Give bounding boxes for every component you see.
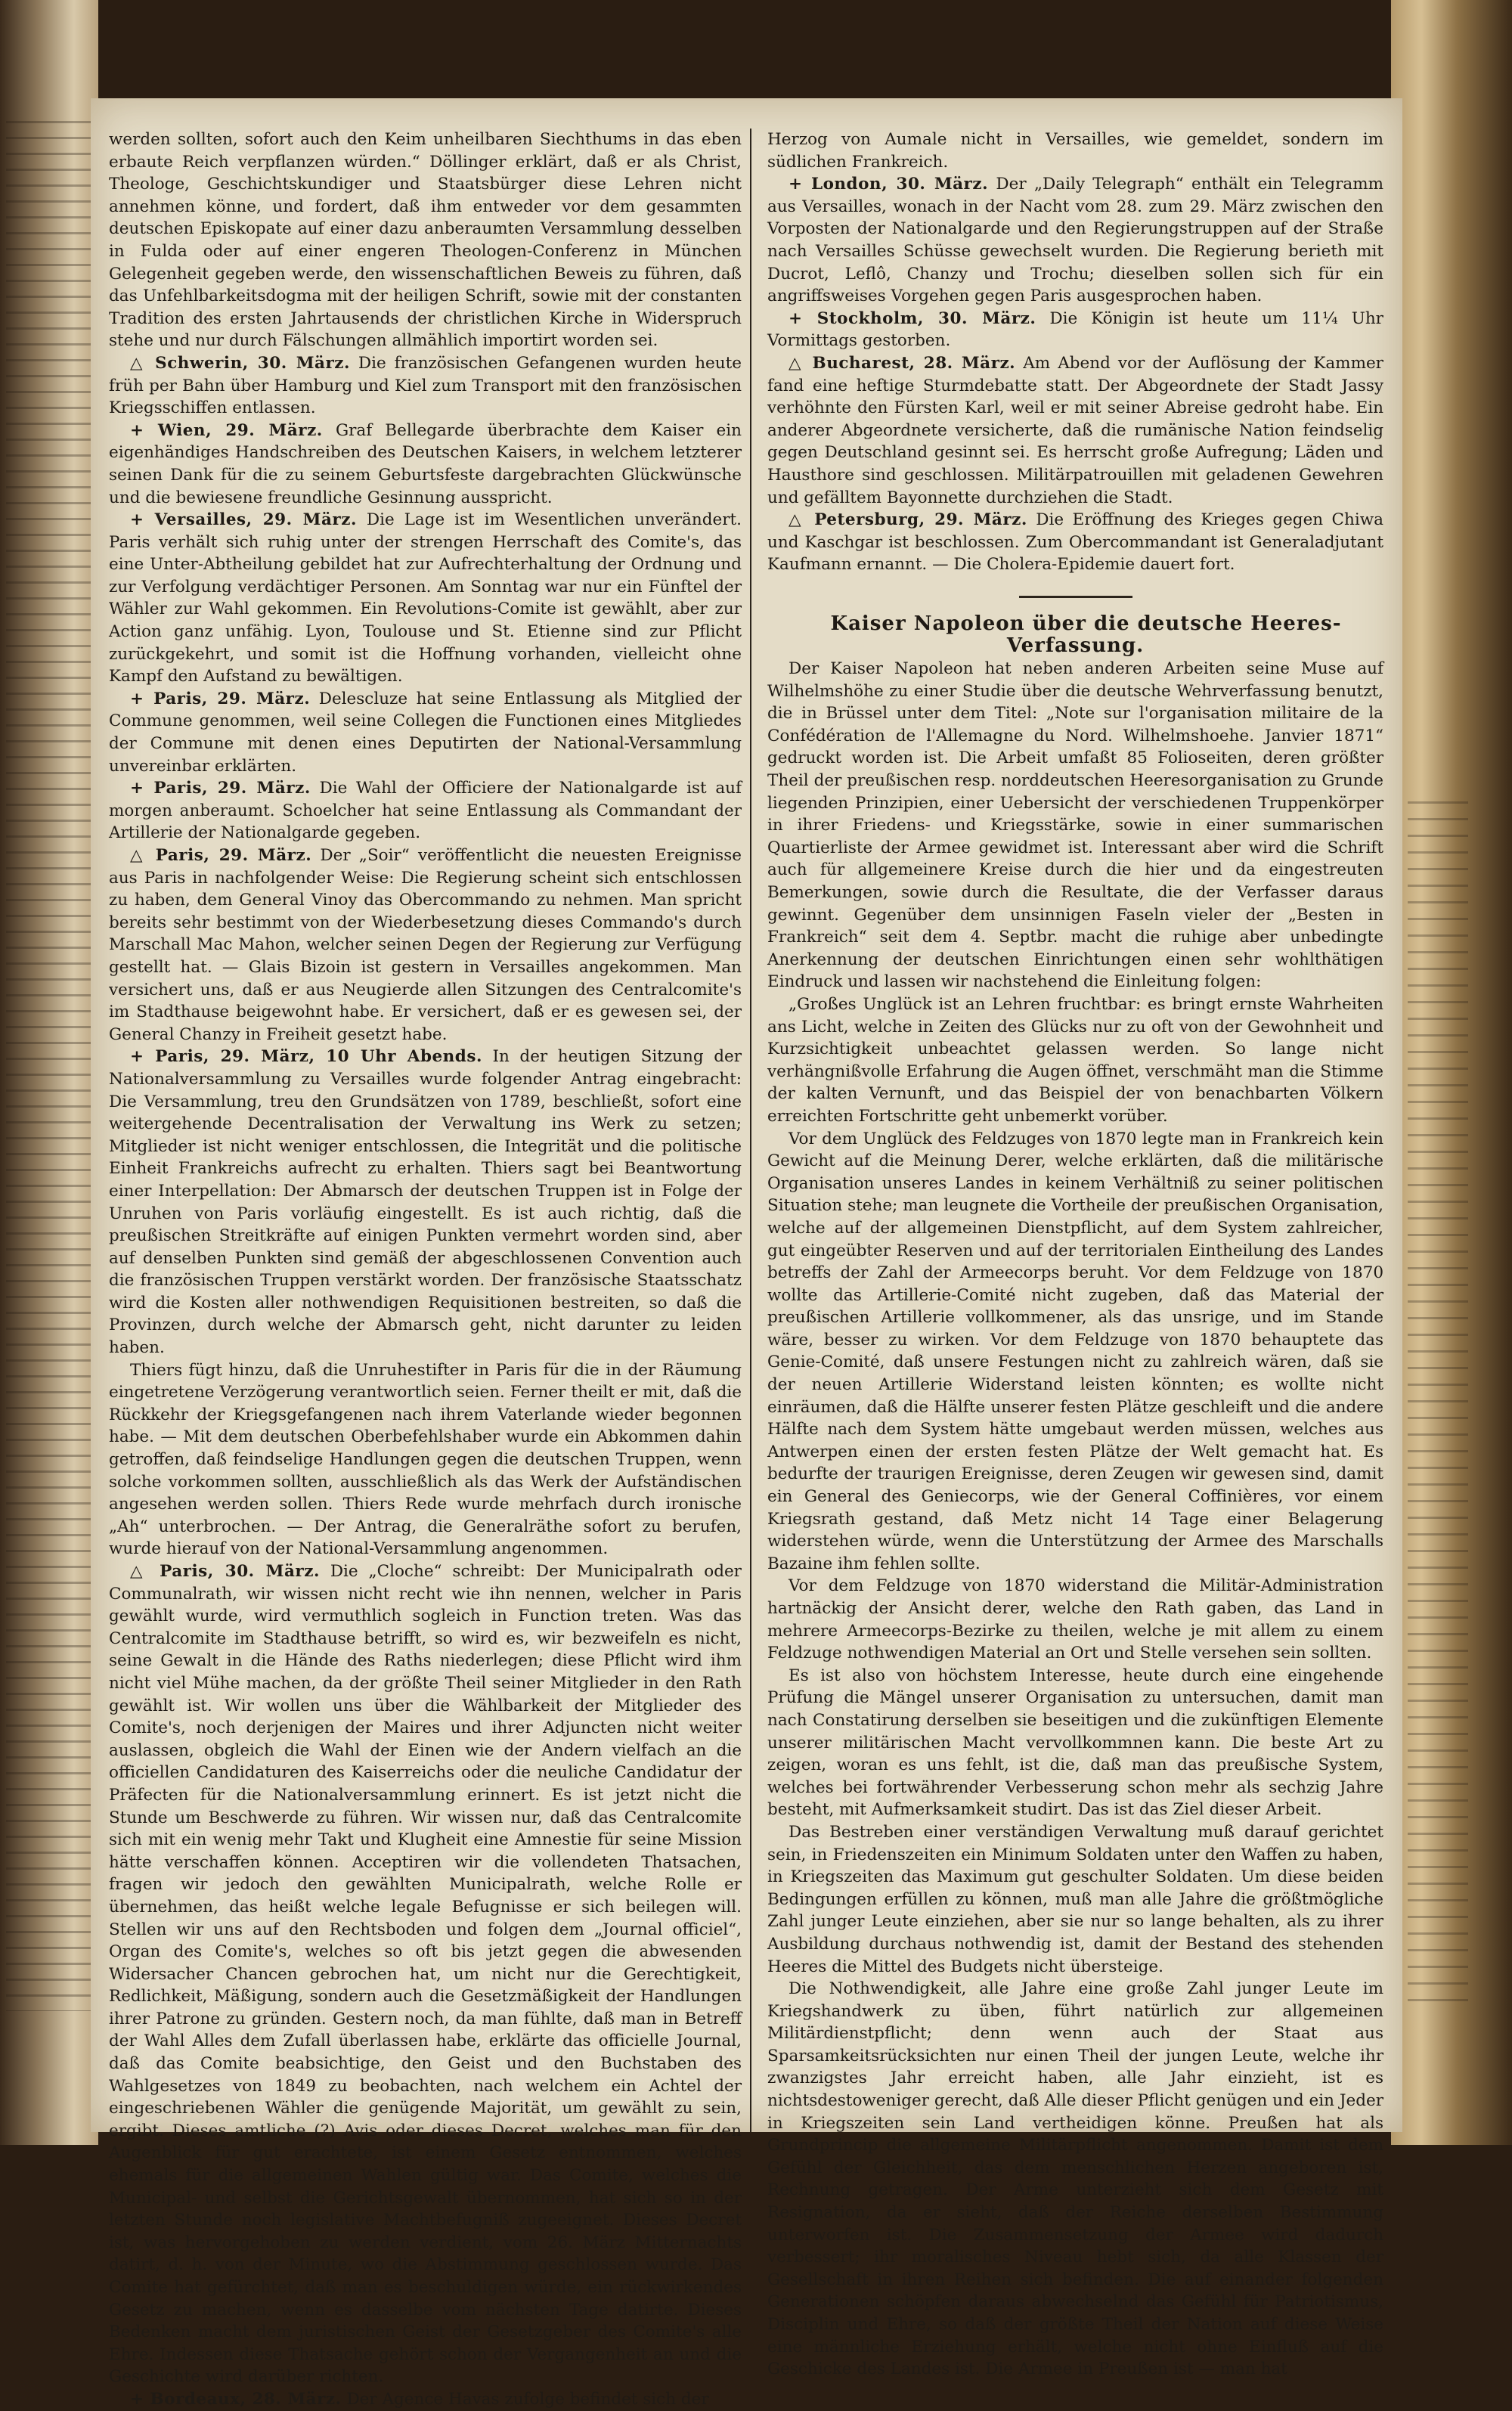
- news-item: [767, 129, 1383, 173]
- dateline-mark: △: [130, 353, 147, 373]
- dateline-place: Wien: [157, 420, 206, 440]
- dateline-place: London: [810, 175, 882, 194]
- dateline: + Versailles, 29. März.: [130, 510, 357, 530]
- dateline-place: Bucharest: [812, 353, 909, 373]
- news-item: [109, 420, 742, 509]
- dateline-mark: +: [789, 175, 803, 194]
- dateline: + Paris, 29. März.: [130, 779, 311, 798]
- news-text: Der Agence Havas zufolge befindet sich der: [346, 2389, 709, 2409]
- newspaper-page: [91, 98, 1402, 2409]
- dateline-date: 30. März.: [896, 175, 989, 194]
- dateline-mark: +: [130, 689, 144, 708]
- section-separator: [1019, 596, 1132, 598]
- dateline-mark: +: [789, 308, 803, 328]
- news-text: Herzog von Aumale nicht in Versailles, wie gemeldet, sondern im südlichen Frankreich.: [767, 130, 1383, 172]
- dateline-mark: △: [789, 353, 804, 373]
- dateline-place: Versailles: [154, 510, 246, 530]
- news-text: Die französischen Gefangenen wurden heute früh per Bahn über Hamburg und Kiel zum Transport mit den französischen Kriegsschiffen entlassen.: [109, 353, 742, 418]
- news-text: Am Abend vor der Auflösung der Kammer fand eine heftige Sturmdebatte statt. Der Abgeordnete der Stadt Jassy verhöhnte den Fürsten Karl, weil er mit seiner Abreise gedroht habe. Ein anderer Abgeordnete versicherte, daß die rumänische Nation feindselig gegen Deutschland gesinnt sei. Es herrscht große Aufregung; Läden und Hausthore sind geschlossen. Militärpatrouillen mit geladenen Gewehren und gefälltem Bayonnette durchziehen die Stadt.: [767, 353, 1383, 507]
- news-item: [109, 844, 742, 1046]
- news-text: Graf Bellegarde überbrachte dem Kaiser ein eigenhändiges Handschreiben des Deutschen Kaisers, in welchem letzterer seinen Dank für die zu seinem Geburtsfeste dargebrachten Glückwünsche und die bewiesene freundliche Gesinnung ausspricht.: [109, 420, 742, 507]
- dateline-mark: △: [130, 846, 147, 865]
- dateline-place: Paris: [155, 1047, 203, 1067]
- right-column: [767, 129, 1383, 2379]
- dateline: + Paris, 29. März.: [130, 689, 311, 708]
- dateline: △ Paris, 30. März.: [130, 1562, 320, 1581]
- news-text: In der heutigen Sitzung der Nationalversammlung zu Versailles wurde folgender Antrag eingebracht: Die Versammlung, treu den Grundsätzen von 1789, beschließt, sofort eine weitergehende Decentralisation der Verwaltung ins Werk zu setzen; Mitglieder ist nicht weniger entschlossen, die Integrität und die politische Einheit Frankreichs aufrecht zu erhalten. Thiers sagt bei Beantwortung einer Interpellation: Der Abmarsch der deutschen Truppen ist in Folge der Unruhen von Paris vorläufig eingestellt. Es ist auch richtig, daß die preußischen Streitkräfte auf einigen Punkten vermehrt worden sind, aber auf denselben Punkten sind gemäß der abgeschlossenen Convention auch die französischen Truppen verstärkt worden. Der französische Staatsschatz wird die Kosten aller nothwendigen Requisitionen bestreiten, so daß die Provinzen, durch welche der Abmarsch geht, nicht darunter zu leiden haben.: [109, 1047, 742, 1358]
- article-paragraph: „Großes Unglück ist an Lehren fruchtbar: es bringt ernste Wahrheiten ans Licht, welche in Zeiten des Glücks nur zu oft von der Gewohnheit und Kurzsichtigkeit unbeachtet gelassen werden. So lange nicht verhängnißvolle Erfahrung die Augen öffnet, verschmäht man die Stimme der kalten Vernunft, und das Beispiel der von benachbarten Völkern erreichten Fortschritte geht unbemerkt vorüber.: [767, 994, 1383, 1126]
- dateline: + Wien, 29. März.: [130, 420, 323, 440]
- news-item: [109, 1560, 742, 2388]
- dateline-date: 28. März.: [252, 2389, 342, 2409]
- facing-page-binding: [0, 0, 98, 2145]
- article-paragraph: Die Nothwendigkeit, alle Jahre eine große Zahl junger Leute im Kriegshandwerk zu üben, führt natürlich zur allgemeinen Militärdienstpflicht; denn wenn auch der Staat aus Sparsamkeitsrücksichten nur einen Theil der jungen Leute, welche ihr zwanzigstes Jahr erreicht haben, alle Jahr einzieht, ist es nichtsdestoweniger gerecht, daß Alle dieser Pflicht genügen und ein Jeder in Kriegszeiten sein Land vertheidigen könne. Preußen hat als Grundprincip die allgemeine Militärpflicht angenommen. Damit ist dem Gefühl der Gleichheit, das dem menschlichen Herzen angeboren ist, Rechnung getragen. Der Arme unterzieht sich dem Gesetz mit Resignation, da er sieht, daß der Reiche derselben Bestimmung unterworfen ist. Die Zusammensetzung der Armee wird dadurch verbessert; ihr moralisches Niveau hebt sich, da alle Klassen der Gesellschaft in ihren Reihen sich befinden. Die auf einander folgenden Generationen schöpfen daraus abwechselnd das Gefühl für Patriotismus, Disciplin und Ehre, so daß der größte Theil der Nation auf diese Weise eine männliche Erziehung erhält, welche nicht ohne Einfluß auf die Geschicke des Landes ist. Die Armee in Preußen ist — man hat: [767, 1979, 1383, 2379]
- news-text: Thiers fügt hinzu, daß die Unruhestifter in Paris für die in der Räumung eingetretene Verzögerung verantwortlich seien. Ferner theilt er mit, daß die Rückkehr der Kriegsgefangenen nach ihrem Vaterlande wieder begonnen habe. — Mit dem deutschen Oberbefehlshaber wurde ein Abkommen dahin getroffen, daß feindselige Handlungen gegen die deutschen Truppen, wenn solche vorkommen sollten, ausschließlich als das Werk der Aufständischen angesehen werden sollen. Thiers Rede wurde mehrfach durch ironische „Ah“ unterbrochen. — Der Antrag, die Generalräthe sofort zu berufen, wurde hierauf von der National-Versammlung angenommen.: [109, 1360, 742, 1559]
- dateline-place: Paris: [153, 779, 202, 798]
- facing-page-text-bleed: [6, 121, 93, 2011]
- news-item: [767, 352, 1383, 509]
- dateline: + Stockholm, 30. März.: [789, 308, 1036, 328]
- news-item: [109, 509, 742, 688]
- dateline-place: Schwerin: [155, 353, 243, 373]
- news-item: [109, 2388, 742, 2411]
- news-text: Die Eröffnung des Krieges gegen Chiwa und Kaschgar ist beschlossen. Zum Obercommandant ist Generaladjutant Kaufmann ernannt. — Die Cholera-Epidemie dauert fort.: [767, 510, 1383, 575]
- dateline: + London, 30. März.: [789, 175, 989, 194]
- news-text: Der „Soir“ veröffentlicht die neuesten Ereignisse aus Paris in nachfolgender Weise: Die Regierung scheint sich entschlossen zu haben, dem General Vinoy das Obercommando zu nehmen. Man spricht bereits sehr bestimmt von der Wiederbesetzung dieses Commando's durch Marschall Mac Mahon, welcher seinen Degen der Regierung zur Verfügung gestellt hat. — Glais Bizoin ist gestern in Versailles angekommen. Man versichert uns, daß er aus Neugierde allen Sitzungen des Centralcomite's im Stadthause beigewohnt habe. Er versichert, daß er es gewesen sei, der General Chanzy in Freiheit gesetzt habe.: [109, 846, 742, 1044]
- news-text: Die Lage ist im Wesentlichen unverändert. Paris verhält sich ruhig unter der strengen Herrschaft des Comite's, das eine Unter-Abtheilung gebildet hat zur Aufrechterhaltung der Ordnung und zur Verfolgung verdächtiger Personen. Am Sonntag war nur ein Fünftel der Wähler zur Wahl gekommen. Ein Revolutions-Comite ist gewählt, aber zur Action ganz unfähig. Lyon, Toulouse und St. Etienne sind zur Pflicht zurückgekehrt, und somit ist die Hoffnung vorhanden, vielleicht ohne Kampf den Aufstand zu bewältigen.: [109, 510, 742, 686]
- article-paragraph: Der Kaiser Napoleon hat neben anderen Arbeiten seine Muse auf Wilhelmshöhe zu einer Studie über die deutsche Wehrverfassung benutzt, die in Brüssel unter dem Titel: „Note sur l'organisation militaire de la Confédération de l'Allemagne du Nord. Wilhelmshoehe. Janvier 1871“ gedruckt worden ist. Die Arbeit umfaßt 85 Folioseiten, deren größter Theil der preußischen resp. norddeutschen Heeresorganisation zu Grunde liegenden Prinzipien, einer Uebersicht der verschiedenen Truppenkörper in ihrer Friedens- und Kriegsstärke, sowie in einer summarischen Quartierliste der Armee gewidmet ist. Interessant aber wird die Schrift auch für allgemeinere Kreise durch die hier und da eingestreuten Bemerkungen, sowie durch die Resultate, die der Verfasser daraus gewinnt. Gegenüber dem unsinnigen Faseln vieler der „Besten in Frankreich“ seit dem 4. Septbr. macht die ruhige aber unbedingte Anerkennung der deutschen Einrichtungen einen sehr wohlthätigen Eindruck und lassen wir nachstehend die Einleitung folgen:: [767, 659, 1383, 992]
- article-headline: Kaiser Napoleon über die deutsche Heeres-Verfassung.: [830, 612, 1342, 658]
- news-item: [109, 1359, 742, 1560]
- article-paragraph: Vor dem Unglück des Feldzuges von 1870 legte man in Frankreich kein Gewicht auf die Meinung Derer, welche erklärten, daß die militärische Organisation unseres Landes in keinem Verhältniß zu seiner politischen Situation stehe; man leugnete die Vortheile der preußischen Organisation, welche auf der allgemeinen Dienstpflicht, auf dem System zahlreicher, gut eingeübter Reserven und auf der territorialen Eintheilung des Landes betreffs der Zahl der Armeecorps beruht. Vor dem Feldzuge von 1870 wollte das Artillerie-Comité nicht zugeben, daß das Material der preußischen Artillerie vollkommener, als das unsrige, und im Stande wäre, besser zu wirken. Vor dem Feldzuge von 1870 behauptete das Genie-Comité, daß unsere Festungen nicht zu zahlreich wären, daß sie der neuen Artillerie Widerstand leisten könnten; es wollte nicht einräumen, daß die Hälfte unserer festen Plätze geschleift und die andere Hälfte nach dem System hätte umgebaut werden müssen, welches aus Antwerpen einen der ersten festen Plätze der Welt gemacht hat. Es bedurfte der traurigen Ereignisse, deren Zeugen wir gewesen sind, damit ein General des Geniecorps, wie der General Coffinières, vor einem Kriegsrath gestand, daß Metz nicht 14 Tage einer Belagerung widerstehen würde, wenn die Unterstützung der Armee des Marschalls Bazaine ihm fehlen sollte.: [767, 1129, 1383, 1573]
- news-text: Der „Daily Telegraph“ enthält ein Telegramm aus Versailles, wonach in der Nacht vom 28. zum 29. März zwischen den Vorposten der Nationalgarde und den Regierungstruppen auf der Straße nach Versailles Schüsse gewechselt wurden. Die Regierung berieth mit Ducrot, Leflô, Chanzy und Trochu; dieselben sollen sich für ein angriffsweises Vorgehen gegen Paris ausgesprochen haben.: [767, 175, 1383, 306]
- news-text: Delescluze hat seine Entlassung als Mitglied der Commune genommen, weil seine Collegen die Functionen eines Mitgliedes der Commune mit denen eines Deputirten der National-Versammlung unvereinbar erklärten.: [109, 689, 742, 776]
- dateline: △ Paris, 29. März.: [130, 846, 312, 865]
- dateline-place: Paris: [155, 846, 204, 865]
- news-item: [767, 173, 1383, 308]
- dateline-date: 29. März.: [217, 779, 311, 798]
- dateline: △ Schwerin, 30. März.: [130, 353, 351, 373]
- news-item: [109, 129, 742, 352]
- news-item: [767, 308, 1383, 352]
- article-body: [767, 658, 1383, 2381]
- news-text: werden sollten, sofort auch den Keim unheilbaren Siechthums in das eben erbaute Reich verpflanzen würden.“ Döllinger erklärt, daß er als Christ, Theologe, Geschichtskundiger und Staatsbürger diese Lehren nicht annehmen könne, und fordert, daß ihm entweder vor dem gesammten deutschen Episkopate auf einer dazu anberaumten Versammlung desselben in Fulda oder auf einer engeren Theologen-Conferenz in München Gelegenheit gegeben werde, den wissenschaftlichen Beweis zu führen, daß das Unfehlbarkeitsdogma mit der heiligen Schrift, sowie mit der constanten Tradition des ersten Jahrtausends der christlichen Kirche in Widerspruch stehe und nur durch Fälschungen allmählich importirt worden sei.: [109, 130, 742, 351]
- dateline-date: 30. März.: [225, 1562, 320, 1581]
- left-column: [109, 129, 742, 2409]
- column-rule: [750, 129, 751, 2132]
- article-paragraph: Vor dem Feldzuge von 1870 widerstand die Militär-Administration hartnäckig der Ansicht derer, welche den Rath gaben, das Land in mehrere Armeecorps-Bezirke zu theilen, welche je mit allem zu einem Feldzuge nothwendigen Material an Ort und Stelle versehen sein sollten.: [767, 1576, 1383, 1663]
- dateline-date: 29. März, 10 Uhr Abends.: [220, 1047, 482, 1067]
- news-text: Die Wahl der Officiere der Nationalgarde ist auf morgen anberaumt. Schoelcher hat seine Entlassung als Commandant der Artillerie der Nationalgarde gegeben.: [109, 779, 742, 843]
- news-item: [109, 1046, 742, 1359]
- article-paragraph: Das Bestreben einer verständigen Verwaltung muß darauf gerichtet sein, in Friedenszeiten ein Minimum Soldaten unter den Waffen zu haben, in Kriegszeiten das Maximum gut geschulter Soldaten. Um diese beiden Bedingungen erfüllen zu können, muß man alle Jahre die größtmögliche Zahl junger Leute einziehen, aber sie nur so lange behalten, als zu ihrer Ausbildung durchaus nothwendig ist, damit der Bestand des stehenden Heeres die Mittel des Budgets nicht übersteige.: [767, 1822, 1383, 1976]
- dateline-date: 28. März.: [923, 353, 1016, 373]
- dateline-place: Petersburg: [814, 510, 919, 530]
- dateline-mark: +: [130, 1047, 144, 1067]
- dateline: + Bordeaux, 28. März.: [130, 2389, 342, 2409]
- dateline-mark: +: [130, 779, 144, 798]
- dateline-date: 30. März.: [257, 353, 351, 373]
- dateline: △ Petersburg, 29. März.: [789, 510, 1027, 530]
- dateline-mark: △: [789, 510, 805, 530]
- news-text: Die „Cloche“ schreibt: Der Municipalrath oder Communalrath, wir wissen nicht recht wie ihn nennen, welcher in Paris gewählt wurde, wird vermuthlich sogleich in Function treten. Was das Centralcomite im Stadthause betrifft, so wird es, wir bezweifeln es nicht, seine Gewalt in die Hände des Raths niederlegen; diese Pflicht wird ihm nicht viel Mühe machen, da der größte Theil seiner Mitglieder in den Rath gewählt ist. Wir wollen uns über die Wählbarkeit der Mitglieder des Comite's, noch derjenigen der Maires und ihrer Adjuncten nicht weiter auslassen, obgleich die Wahl der Einen wie der Andern vielfach an die officiellen Candidaturen des Kaiserreichs oder die neuliche Candidatur der Präfecten für die Nationalversammlung erinnert. Es ist jetzt nicht die Stunde um Beschwerde zu führen. Wir wissen nur, daß das Centralcomite sich mit ein wenig mehr Takt und Klugheit eine Amnestie für seine Mission hätte verschaffen können. Acceptiren wir die vollendeten Thatsachen, fragen wir jedoch den gewählten Municipalrath, welche Rolle er übernehmen, das heißt welche legale Befugnisse er sich beilegen will. Stellen wir uns auf den Rechtsboden und folgen dem „Journal officiel“, Organ des Comite's, welches so oft bis jetzt gegen die abwesenden Widersacher Chancen gebrochen hat, um nicht nur die Gerechtigkeit, Redlichkeit, Mäßigung, sondern auch die Gesetzmäßigkeit der Handlungen ihrer Patrone zu gründen. Gestern noch, da man fühlte, daß man in Betreff der Wahl Alles dem Zufall überlassen habe, erklärte das officielle Journal, daß das Comite beabsichtige, den Geist und den Buchstaben des Wahlgesetzes von 1849 zu beobachten, nach welchem ein Achtel der eingeschriebenen Wähler die genügende Majorität, um gewählt zu sein, ergibt. Dieses amtliche (?) Avis oder dieses Decret, welches man für den Augenblick für gut erachtete, ist einem Gesetz entnommen, welches ehemals für die allgemeinen Wahlen gültig war. Das Comite, welches die Municipal- und selbst die Gerichtsgewalt übernommen, hat sich so in der letzten Stunde noch legislative Machtbefugniß zugeeignet. Dieses Decret ist, was hervorgehoben zu werden verdient, vom 26. März Mitternachts datirt, d. h. von der Minute, wo die Abstimmung geschlossen wurde. Das Comite hat gefürchtet, daß man es beschuldigen würde, ein rückwirkendes Gesetz zu machen, wenn es dasselbe vom nächsten Tage datirte. Dieses Bedenken macht dem juristischen Geist der Gesetzgeber des Comite's alle Ehre. Indessen diese Thatsache gehört schon der Vergangenheit an und die Geschichte wird darüber richten.: [109, 1562, 742, 2387]
- dateline-date: 29. März.: [934, 510, 1027, 530]
- news-item: [767, 509, 1383, 576]
- news-dispatches: [767, 129, 1383, 576]
- dateline-date: 29. März.: [217, 689, 311, 708]
- dateline-mark: +: [130, 2389, 144, 2409]
- dateline-place: Paris: [160, 1562, 208, 1581]
- news-item: [109, 777, 742, 844]
- dateline-date: 29. März.: [262, 510, 357, 530]
- news-item: [109, 352, 742, 420]
- news-text: Die Königin ist heute um 11¼ Uhr Vormittags gestorben.: [767, 308, 1383, 351]
- dateline: + Paris, 29. März, 10 Uhr Abends.: [130, 1047, 482, 1067]
- next-page-text-bleed: [1408, 801, 1468, 2011]
- book-edge: [1391, 0, 1512, 2145]
- dateline-mark: △: [130, 1562, 149, 1581]
- dateline-place: Paris: [153, 689, 202, 708]
- dateline-date: 29. März.: [218, 846, 312, 865]
- news-item: [109, 688, 742, 777]
- dateline: △ Bucharest, 28. März.: [789, 353, 1016, 373]
- dateline-date: 30. März.: [938, 308, 1036, 328]
- dateline-place: Stockholm: [816, 308, 918, 328]
- article-paragraph: Es ist also von höchstem Interesse, heute durch eine eingehende Prüfung die Mängel unserer Organisation zu untersuchen, damit man nach Constatirung derselben sie beseitigen und die zukünftigen Elemente unserer militärischen Macht vervollkommnen kann. Die beste Art zu zeigen, woran es uns fehlt, ist die, daß man das preußische System, welches bei fortwährender Verbesserung schon mehr als sechzig Jahre besteht, mit Aufmerksamkeit studirt. Das ist das Ziel dieser Arbeit.: [767, 1666, 1383, 1820]
- dateline-place: Bordeaux: [150, 2389, 240, 2409]
- dateline-mark: +: [130, 510, 144, 530]
- dateline-mark: +: [130, 420, 144, 440]
- dateline-date: 29. März.: [225, 420, 323, 440]
